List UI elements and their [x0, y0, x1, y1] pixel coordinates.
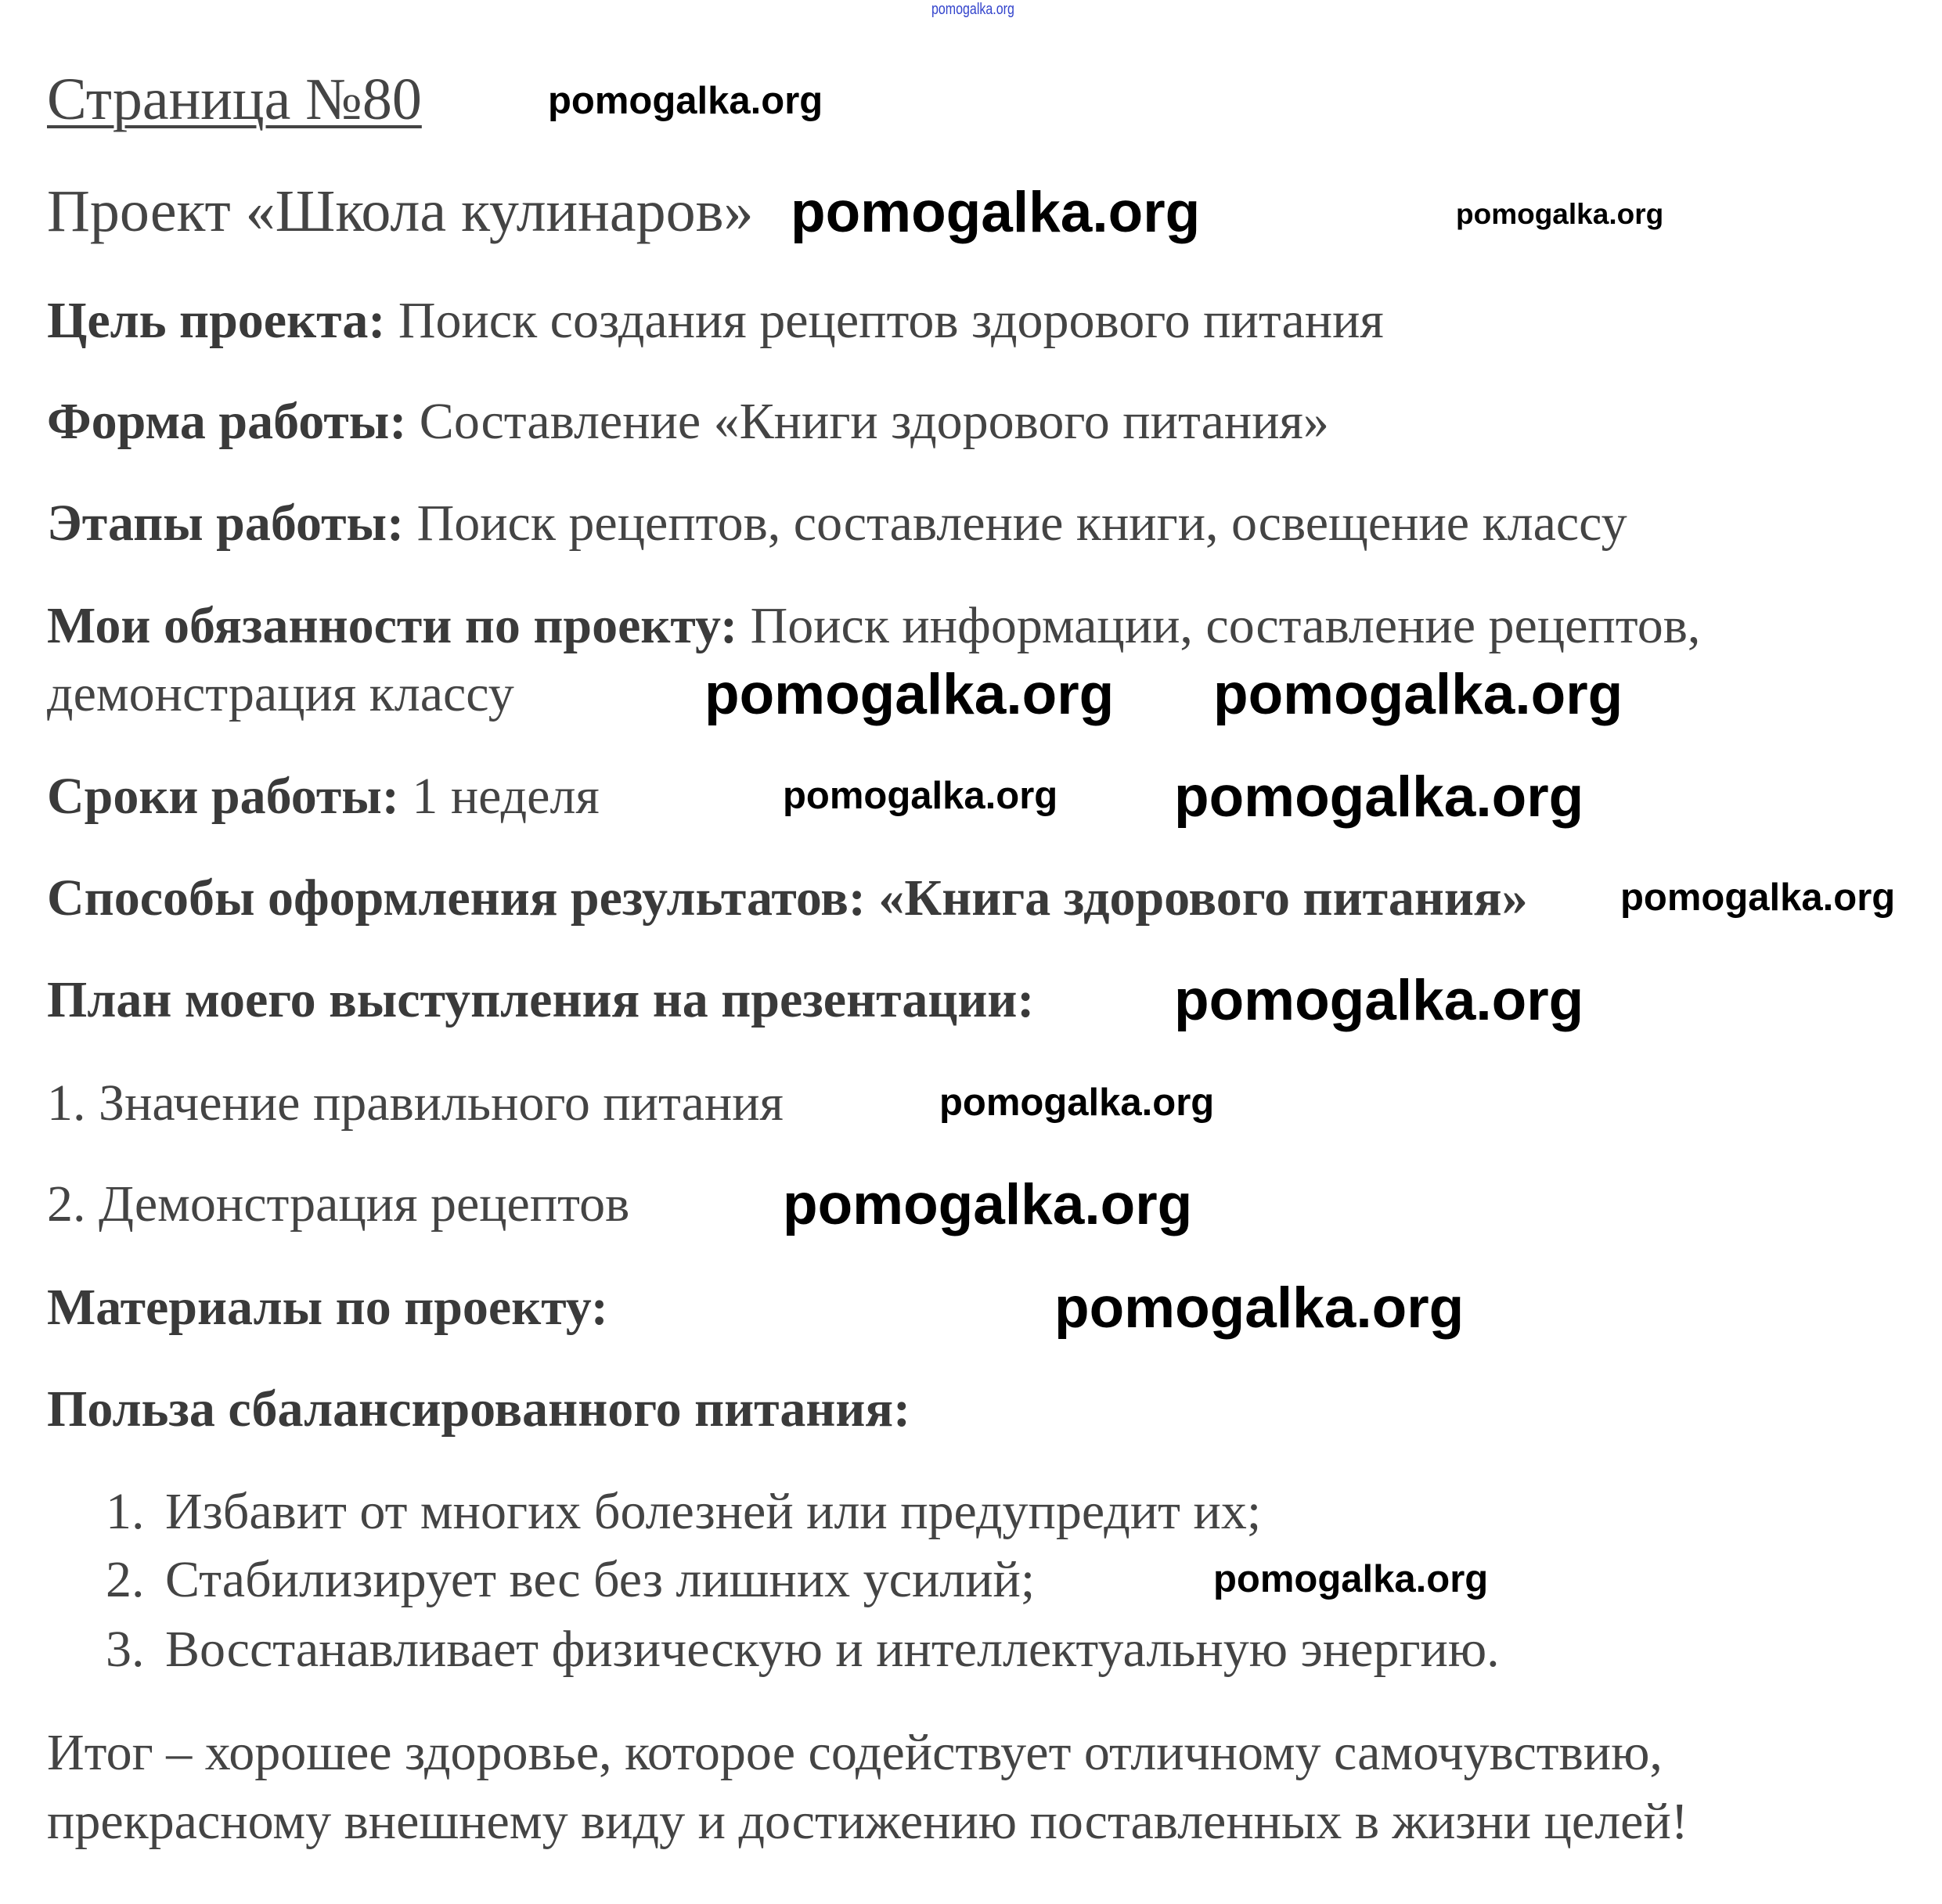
- field-stages: Этапы работы: Поиск рецептов, составление книги, освещение классу: [47, 495, 1627, 552]
- field-goal: Цель проекта: Поиск создания рецептов здорового питания: [47, 292, 1384, 349]
- materials-heading: Материалы по проекту:: [47, 1279, 608, 1336]
- watermark-top: pomogalka.org: [931, 1, 1014, 18]
- watermark: pomogalka.org: [1620, 876, 1896, 919]
- conclusion-line: прекрасному внешнему виду и достижению поставленных в жизни целей!: [47, 1793, 1688, 1850]
- watermark: pomogalka.org: [783, 1173, 1193, 1236]
- benefit-item: 3. Восстанавливает физическую и интеллектуальную энергию.: [106, 1621, 1500, 1678]
- watermark: pomogalka.org: [1213, 663, 1623, 726]
- watermark: pomogalka.org: [1174, 969, 1584, 1032]
- watermark: pomogalka.org: [1174, 765, 1584, 829]
- benefit-item: 2. Стабилизирует вес без лишних усилий;: [106, 1551, 1036, 1608]
- watermark: pomogalka.org: [939, 1082, 1215, 1124]
- watermark: pomogalka.org: [791, 181, 1201, 244]
- watermark: pomogalka.org: [1054, 1276, 1465, 1340]
- benefits-heading: Польза сбалансированного питания:: [47, 1380, 911, 1438]
- field-duties-cont: демонстрация классу: [47, 665, 514, 722]
- watermark: pomogalka.org: [704, 663, 1115, 726]
- watermark: pomogalka.org: [1456, 198, 1664, 230]
- project-title: Проект «Школа кулинаров»: [47, 178, 754, 244]
- field-duties: Мои обязанности по проекту: Поиск информации, составление рецептов,: [47, 597, 1701, 654]
- plan-item: 2. Демонстрация рецептов: [47, 1175, 630, 1233]
- field-results: Способы оформления результатов: «Книга здорового питания»: [47, 869, 1528, 927]
- watermark: pomogalka.org: [548, 80, 823, 122]
- plan-item: 1. Значение правильного питания: [47, 1074, 784, 1132]
- field-terms: Сроки работы: 1 неделя: [47, 768, 600, 825]
- watermark: pomogalka.org: [1213, 1558, 1489, 1600]
- field-form: Форма работы: Составление «Книги здорового питания»: [47, 393, 1329, 450]
- watermark: pomogalka.org: [783, 775, 1058, 817]
- plan-heading: План моего выступления на презентации:: [47, 971, 1035, 1028]
- benefit-item: 1. Избавит от многих болезней или предупредит их;: [106, 1483, 1262, 1540]
- conclusion-line: Итог – хорошее здоровье, которое содействует отличному самочувствию,: [47, 1724, 1663, 1781]
- page-title: Страница №80: [47, 67, 422, 132]
